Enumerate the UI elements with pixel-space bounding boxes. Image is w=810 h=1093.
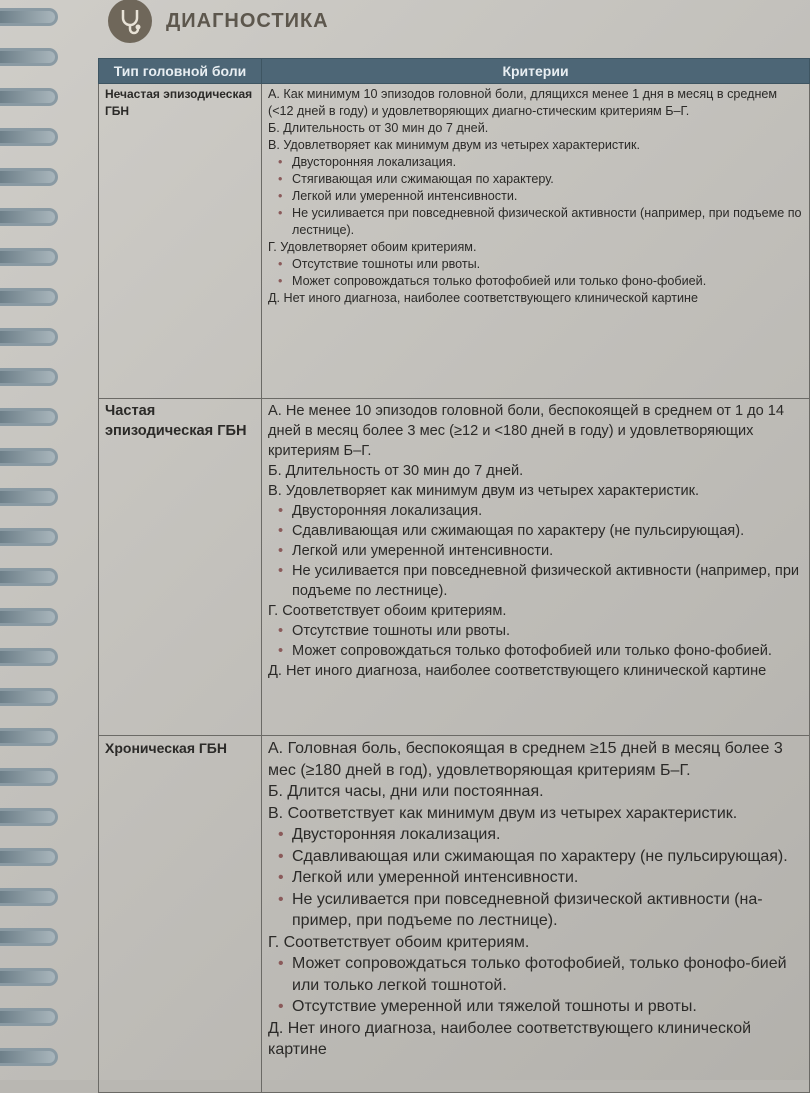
list-item: • Может сопровождаться только фотофобией или только фоно-фобией.	[292, 273, 803, 290]
criterion-g-list	[268, 621, 803, 661]
column-header-criteria: Критерии	[262, 59, 810, 84]
list-item: • Отсутствие умеренной или тяжелой тошноты и рвоты.	[292, 996, 803, 1018]
criterion-v-list	[268, 154, 803, 239]
binding-ring	[0, 408, 58, 426]
headache-type: Частая эпизодическая ГБН	[99, 399, 262, 736]
binding-ring	[0, 448, 58, 466]
column-header-type: Тип головной боли	[99, 59, 262, 84]
binding-ring	[0, 288, 58, 306]
list-item: • Сдавливающая или сжимающая по характеру (не пульсирующая).	[292, 521, 803, 541]
binding-ring	[0, 568, 58, 586]
criterion-g: Г. Удовлетворяет обоим критериям.	[268, 240, 477, 254]
list-item: • Стягивающая или сжимающая по характеру.	[292, 171, 803, 188]
criterion-v-list	[268, 824, 803, 932]
list-item: • Не усиливается при повседневной физической активности (например, при подъеме по лестнице).	[292, 205, 803, 239]
binding-ring	[0, 88, 58, 106]
binding-ring	[0, 648, 58, 666]
binding-ring	[0, 888, 58, 906]
table-row	[99, 84, 810, 399]
binding-ring	[0, 1008, 58, 1026]
list-item: • Отсутствие тошноты или рвоты.	[292, 621, 803, 641]
headache-type: Нечастая эпизодическая ГБН	[99, 84, 262, 399]
criterion-v-list	[268, 501, 803, 601]
criterion-g-list	[268, 953, 803, 1018]
list-item: • Легкой или умеренной интенсивности.	[292, 541, 803, 561]
section-header	[108, 2, 329, 40]
criterion-g: Г. Соответствует обоим критериям.	[268, 603, 507, 619]
binding-ring	[0, 728, 58, 746]
criterion-a: А. Как минимум 10 эпизодов головной боли, длящихся менее 1 дня в месяц в среднем (<12 дней в году) и удовлетворяющих диагно-стическим критериям Б–Г.	[268, 87, 778, 118]
binding-ring	[0, 48, 58, 66]
criterion-b: Б. Длительность от 30 мин до 7 дней.	[268, 463, 524, 479]
binding-ring	[0, 168, 58, 186]
criterion-g-list	[268, 256, 803, 290]
criterion-d: Д. Нет иного диагноза, наиболее соответствующего клинической картине	[268, 1019, 752, 1058]
table-row	[99, 736, 810, 1093]
list-item: • Отсутствие тошноты или рвоты.	[292, 256, 803, 273]
list-item: • Двусторонняя локализация.	[292, 501, 803, 521]
binding-ring	[0, 8, 58, 26]
list-item: • Может сопровождаться только фотофобией или только фоно-фобией.	[292, 641, 803, 661]
criteria-cell	[262, 84, 810, 399]
binding-ring	[0, 808, 58, 826]
criterion-d: Д. Нет иного диагноза, наиболее соответствующего клинической картине	[268, 663, 767, 679]
binding-ring	[0, 848, 58, 866]
spiral-binding	[0, 0, 62, 1080]
criteria-table	[98, 58, 810, 1093]
binding-ring	[0, 328, 58, 346]
criterion-d: Д. Нет иного диагноза, наиболее соответствующего клинической картине	[268, 291, 698, 305]
list-item: • Может сопровождаться только фотофобией, только фонофо-бией или только легкой тошнотой.	[292, 953, 803, 996]
binding-ring	[0, 208, 58, 226]
binding-ring	[0, 528, 58, 546]
binding-ring	[0, 608, 58, 626]
criterion-v: В. Соответствует как минимум двум из четырех характеристик.	[268, 804, 738, 822]
binding-ring	[0, 128, 58, 146]
binding-ring	[0, 488, 58, 506]
stethoscope-icon	[108, 0, 152, 43]
criterion-a: А. Не менее 10 эпизодов головной боли, беспокоящей в среднем от 1 до 14 дней в месяц более 3 мес (≥12 и <180 дней в году) и удовлетворяющих критериям Б–Г.	[268, 403, 785, 459]
list-item: • Двусторонняя локализация.	[292, 154, 803, 171]
section-title: ДИАГНОСТИКА	[166, 9, 329, 32]
table-row	[99, 399, 810, 736]
binding-ring	[0, 768, 58, 786]
list-item: • Легкой или умеренной интенсивности.	[292, 188, 803, 205]
table-header-row	[99, 59, 810, 84]
list-item: • Не усиливается при повседневной физической активности (например, при подъеме по лестнице).	[292, 561, 803, 601]
binding-ring	[0, 688, 58, 706]
criterion-a: А. Головная боль, беспокоящая в среднем ≥15 дней в месяц более 3 мес (≥180 дней в год), удовлетворяющая критериям Б–Г.	[268, 740, 783, 779]
criterion-v: В. Удовлетворяет как минимум двум из четырех характеристик.	[268, 138, 641, 152]
binding-ring	[0, 928, 58, 946]
binding-ring	[0, 368, 58, 386]
criterion-v: В. Удовлетворяет как минимум двум из четырех характеристик.	[268, 483, 700, 499]
criteria-cell	[262, 736, 810, 1093]
criteria-cell	[262, 399, 810, 736]
list-item: • Двусторонняя локализация.	[292, 824, 803, 846]
list-item: • Легкой или умеренной интенсивности.	[292, 867, 803, 889]
headache-type: Хроническая ГБН	[99, 736, 262, 1093]
binding-ring	[0, 968, 58, 986]
binding-ring	[0, 248, 58, 266]
criterion-b: Б. Длится часы, дни или постоянная.	[268, 783, 544, 800]
binding-ring	[0, 1048, 58, 1066]
list-item: • Сдавливающая или сжимающая по характеру (не пульсирующая).	[292, 846, 803, 868]
list-item: • Не усиливается при повседневной физической активности (на-пример, при подъеме по лестнице).	[292, 889, 803, 932]
criterion-g: Г. Соответствует обоим критериям.	[268, 933, 530, 951]
criterion-b: Б. Длительность от 30 мин до 7 дней.	[268, 121, 489, 135]
